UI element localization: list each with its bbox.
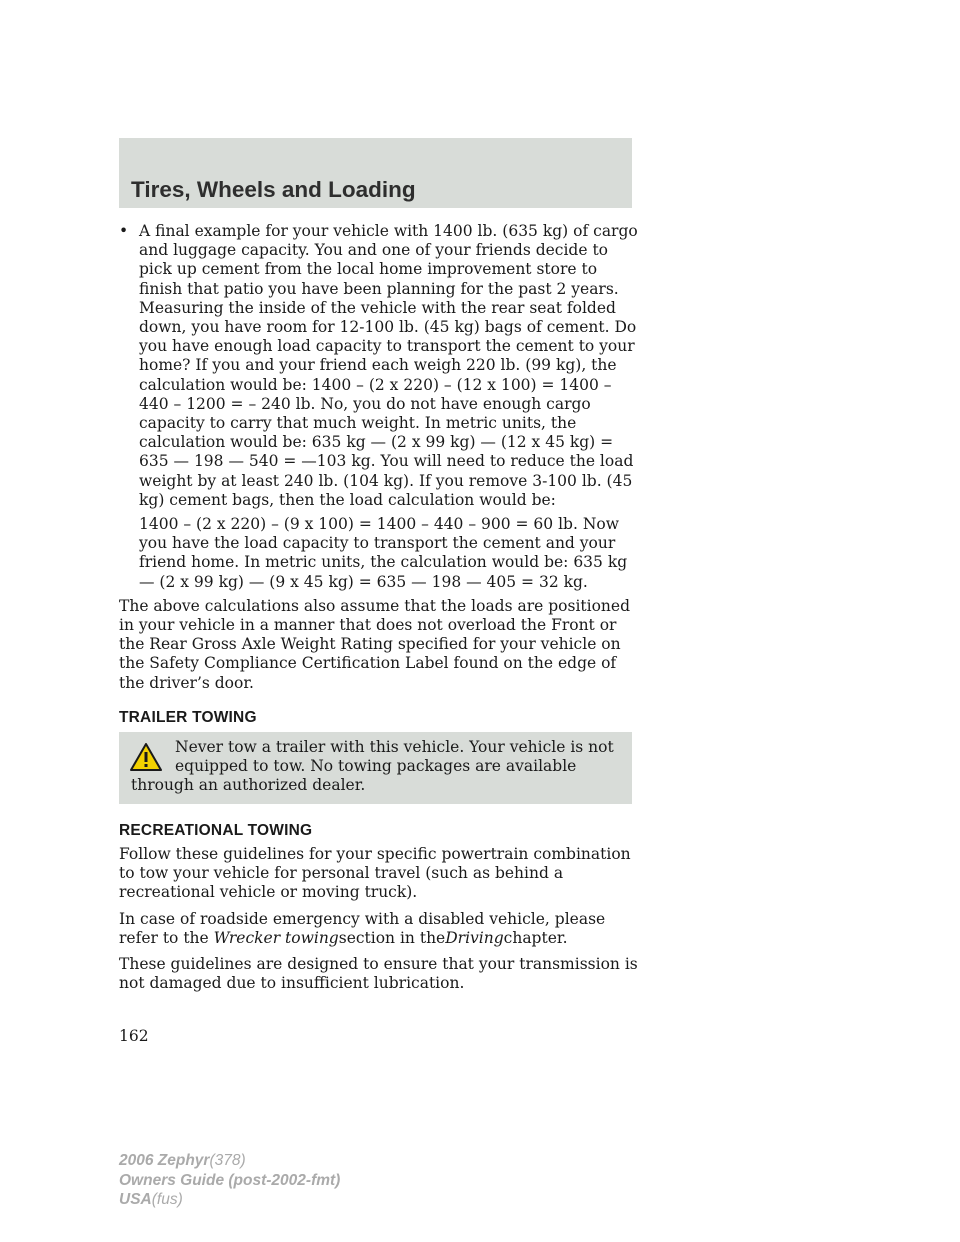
- bullet-paragraph-2: 1400 – (2 x 220) – (9 x 100) = 1400 – 440 – 900 = 60 lb. Now you have the load capacity to transport the cement and your friend home. In metric units, the calculation would be: 635 kg — (2 x 99 kg) — (9 x 45 kg) = 635 — 198 — 405 = 32 kg.: [139, 515, 628, 591]
- recreational-towing-heading: RECREATIONAL TOWING: [119, 821, 313, 839]
- recreational-paragraph-3: These guidelines are designed to ensure that your transmission is not damaged due to insufficient lubrication.: [119, 954, 638, 993]
- warning-text: Never tow a trailer with this vehicle. Your vehicle is not equipped to tow. No towing packages are available through an authorized dealer.: [131, 738, 614, 795]
- header-band: [119, 138, 632, 208]
- footer-line-1: [119, 1151, 340, 1171]
- warning-triangle-icon: [129, 742, 163, 772]
- recreational-paragraph-2: [119, 910, 639, 948]
- para2-end: chapter.: [503, 928, 568, 947]
- footer-line-2: Owners Guide (post-2002-fmt): [119, 1171, 341, 1189]
- driving-reference: Driving: [445, 928, 504, 947]
- para2-mid: section in the: [338, 928, 446, 947]
- bullet-paragraph-1: A final example for your vehicle with 1400 lb. (635 kg) of cargo and luggage capacity. You and one of your friends decide to pick up cement from the local home improvement store to finish that patio you have been planning for the past 2 years. Measuring the inside of the vehicle with the rear seat folded down, you have room for 12-100 lb. (45 kg) bags of cement. Do you have enough load capacity to transport the cement to your home? If you and your friend each weigh 220 lb. (99 kg), the calculation would be: 1400 – (2 x 220) – (12 x 100) = 1400 – 440 – 1200 = – 240 lb. No, you do not have enough cargo capacity to carry that much weight. In metric units, the calculation would be: 635 kg — (2 x 99 kg) — (12 x 45 kg) = 635 — 198 — 540 = —103 kg. You will need to reduce the load weight by at least 240 lb. (104 kg). If you remove 3-100 lb. (45 kg) cement bags, then the load calculation would be:: [139, 222, 638, 509]
- bullet-mark: •: [119, 222, 129, 240]
- page-number: 162: [119, 1027, 149, 1045]
- para2-start: In case of roadside emergency with a disabled vehicle, please refer to the: [119, 909, 606, 947]
- chapter-title: Tires, Wheels and Loading: [131, 177, 416, 202]
- footer-model-code: (378): [209, 1152, 246, 1169]
- footer-market: USA: [119, 1191, 152, 1208]
- trailer-warning-box: [119, 732, 632, 804]
- footer-model: 2006 Zephyr: [119, 1152, 210, 1169]
- recreational-paragraph-1: Follow these guidelines for your specific powertrain combination to tow your vehicle for personal travel (such as behind a recreational vehicle or moving truck).: [119, 844, 631, 902]
- footer-market-code: (fus): [151, 1191, 183, 1208]
- wrecker-towing-reference: Wrecker towing: [213, 928, 339, 947]
- trailer-towing-heading: TRAILER TOWING: [119, 708, 257, 726]
- bullet-item: [119, 222, 639, 592]
- page-content: [119, 222, 639, 1000]
- footer-line-3: [119, 1190, 340, 1210]
- footer: [119, 1151, 340, 1210]
- assumption-paragraph: The above calculations also assume that the loads are positioned in your vehicle in a manner that does not overload the Front or the Rear Gross Axle Weight Rating specified for your vehicle on the Safety Compliance Certification Label found on the edge of the driver’s door.: [119, 596, 631, 692]
